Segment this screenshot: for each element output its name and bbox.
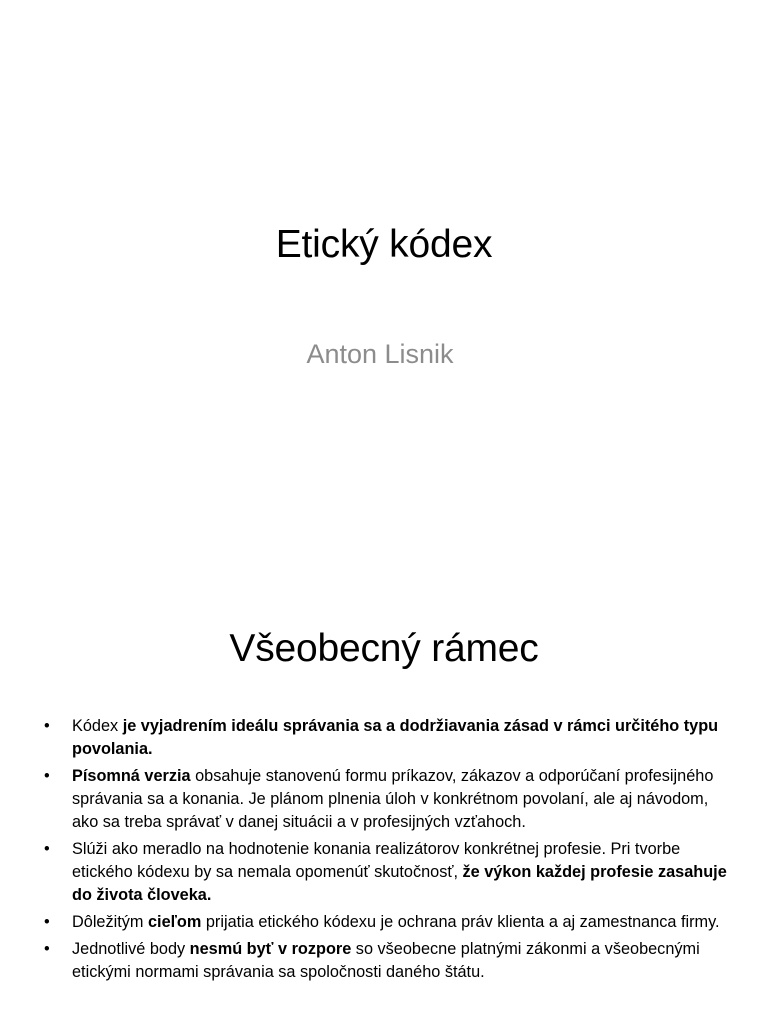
bullet-text-plain: Slúži ako meradlo na hodnotenie konania realizátorov konkrétnej profesie. Pri tvorbe etického kódexu by sa nemala opomenúť skutočnosť, — [72, 840, 681, 882]
bullet-text-plain: so všeobecne platnými zákonmi a všeobecnými etickými normami správania sa spoločnosti daného štátu. — [72, 939, 700, 982]
bullet-text-plain: Kódex — [72, 717, 123, 735]
bullet-item — [44, 715, 734, 761]
slide-heading: Všeobecný rámec — [229, 627, 539, 670]
slide-title: Etický kódex — [275, 223, 493, 266]
bullet-icon: • — [44, 913, 50, 932]
bullet-text — [72, 840, 727, 904]
bullet-text-plain: prijatia etického kódexu je ochrana práv klienta a aj zamestnanca firmy. — [201, 913, 720, 932]
bullet-text-bold: Písomná verzia — [72, 766, 191, 785]
bullet-list — [44, 715, 734, 988]
bullet-item — [44, 938, 734, 984]
bullet-text — [72, 940, 700, 981]
bullet-text-bold: cieľom — [148, 913, 202, 932]
slide-author: Anton Lisnik — [306, 339, 454, 369]
bullet-text-bold: je vyjadrením ideálu správania sa a dodržiavania zásad v rámci určitého typu povolania. — [72, 717, 719, 759]
bullet-item — [44, 765, 734, 835]
bullet-item — [44, 838, 734, 908]
bullet-icon: • — [44, 766, 50, 785]
bullet-text — [72, 913, 720, 931]
bullet-icon: • — [44, 840, 50, 859]
bullet-text-plain: obsahuje stanovenú formu príkazov, zákazov a odporúčaní profesijného správania sa a konania. Je plánom plnenia úloh v konkrétnom povolaní, ale aj návodom, ako sa treba správať v danej situácii a v profesijných vzťahoch. — [72, 766, 714, 832]
bullet-text — [72, 767, 713, 831]
bullet-text-bold: že výkon každej profesie zasahuje do života človeka. — [72, 863, 727, 905]
bullet-icon: • — [44, 939, 50, 958]
bullet-text-plain: Dôležitým — [72, 913, 148, 932]
bullet-text-bold: nesmú byť v rozpore — [189, 939, 352, 958]
bullet-text — [72, 717, 718, 758]
bullet-item — [44, 911, 734, 934]
bullet-text-plain: Jednotlivé body — [72, 939, 190, 958]
bullet-icon: • — [44, 717, 50, 735]
